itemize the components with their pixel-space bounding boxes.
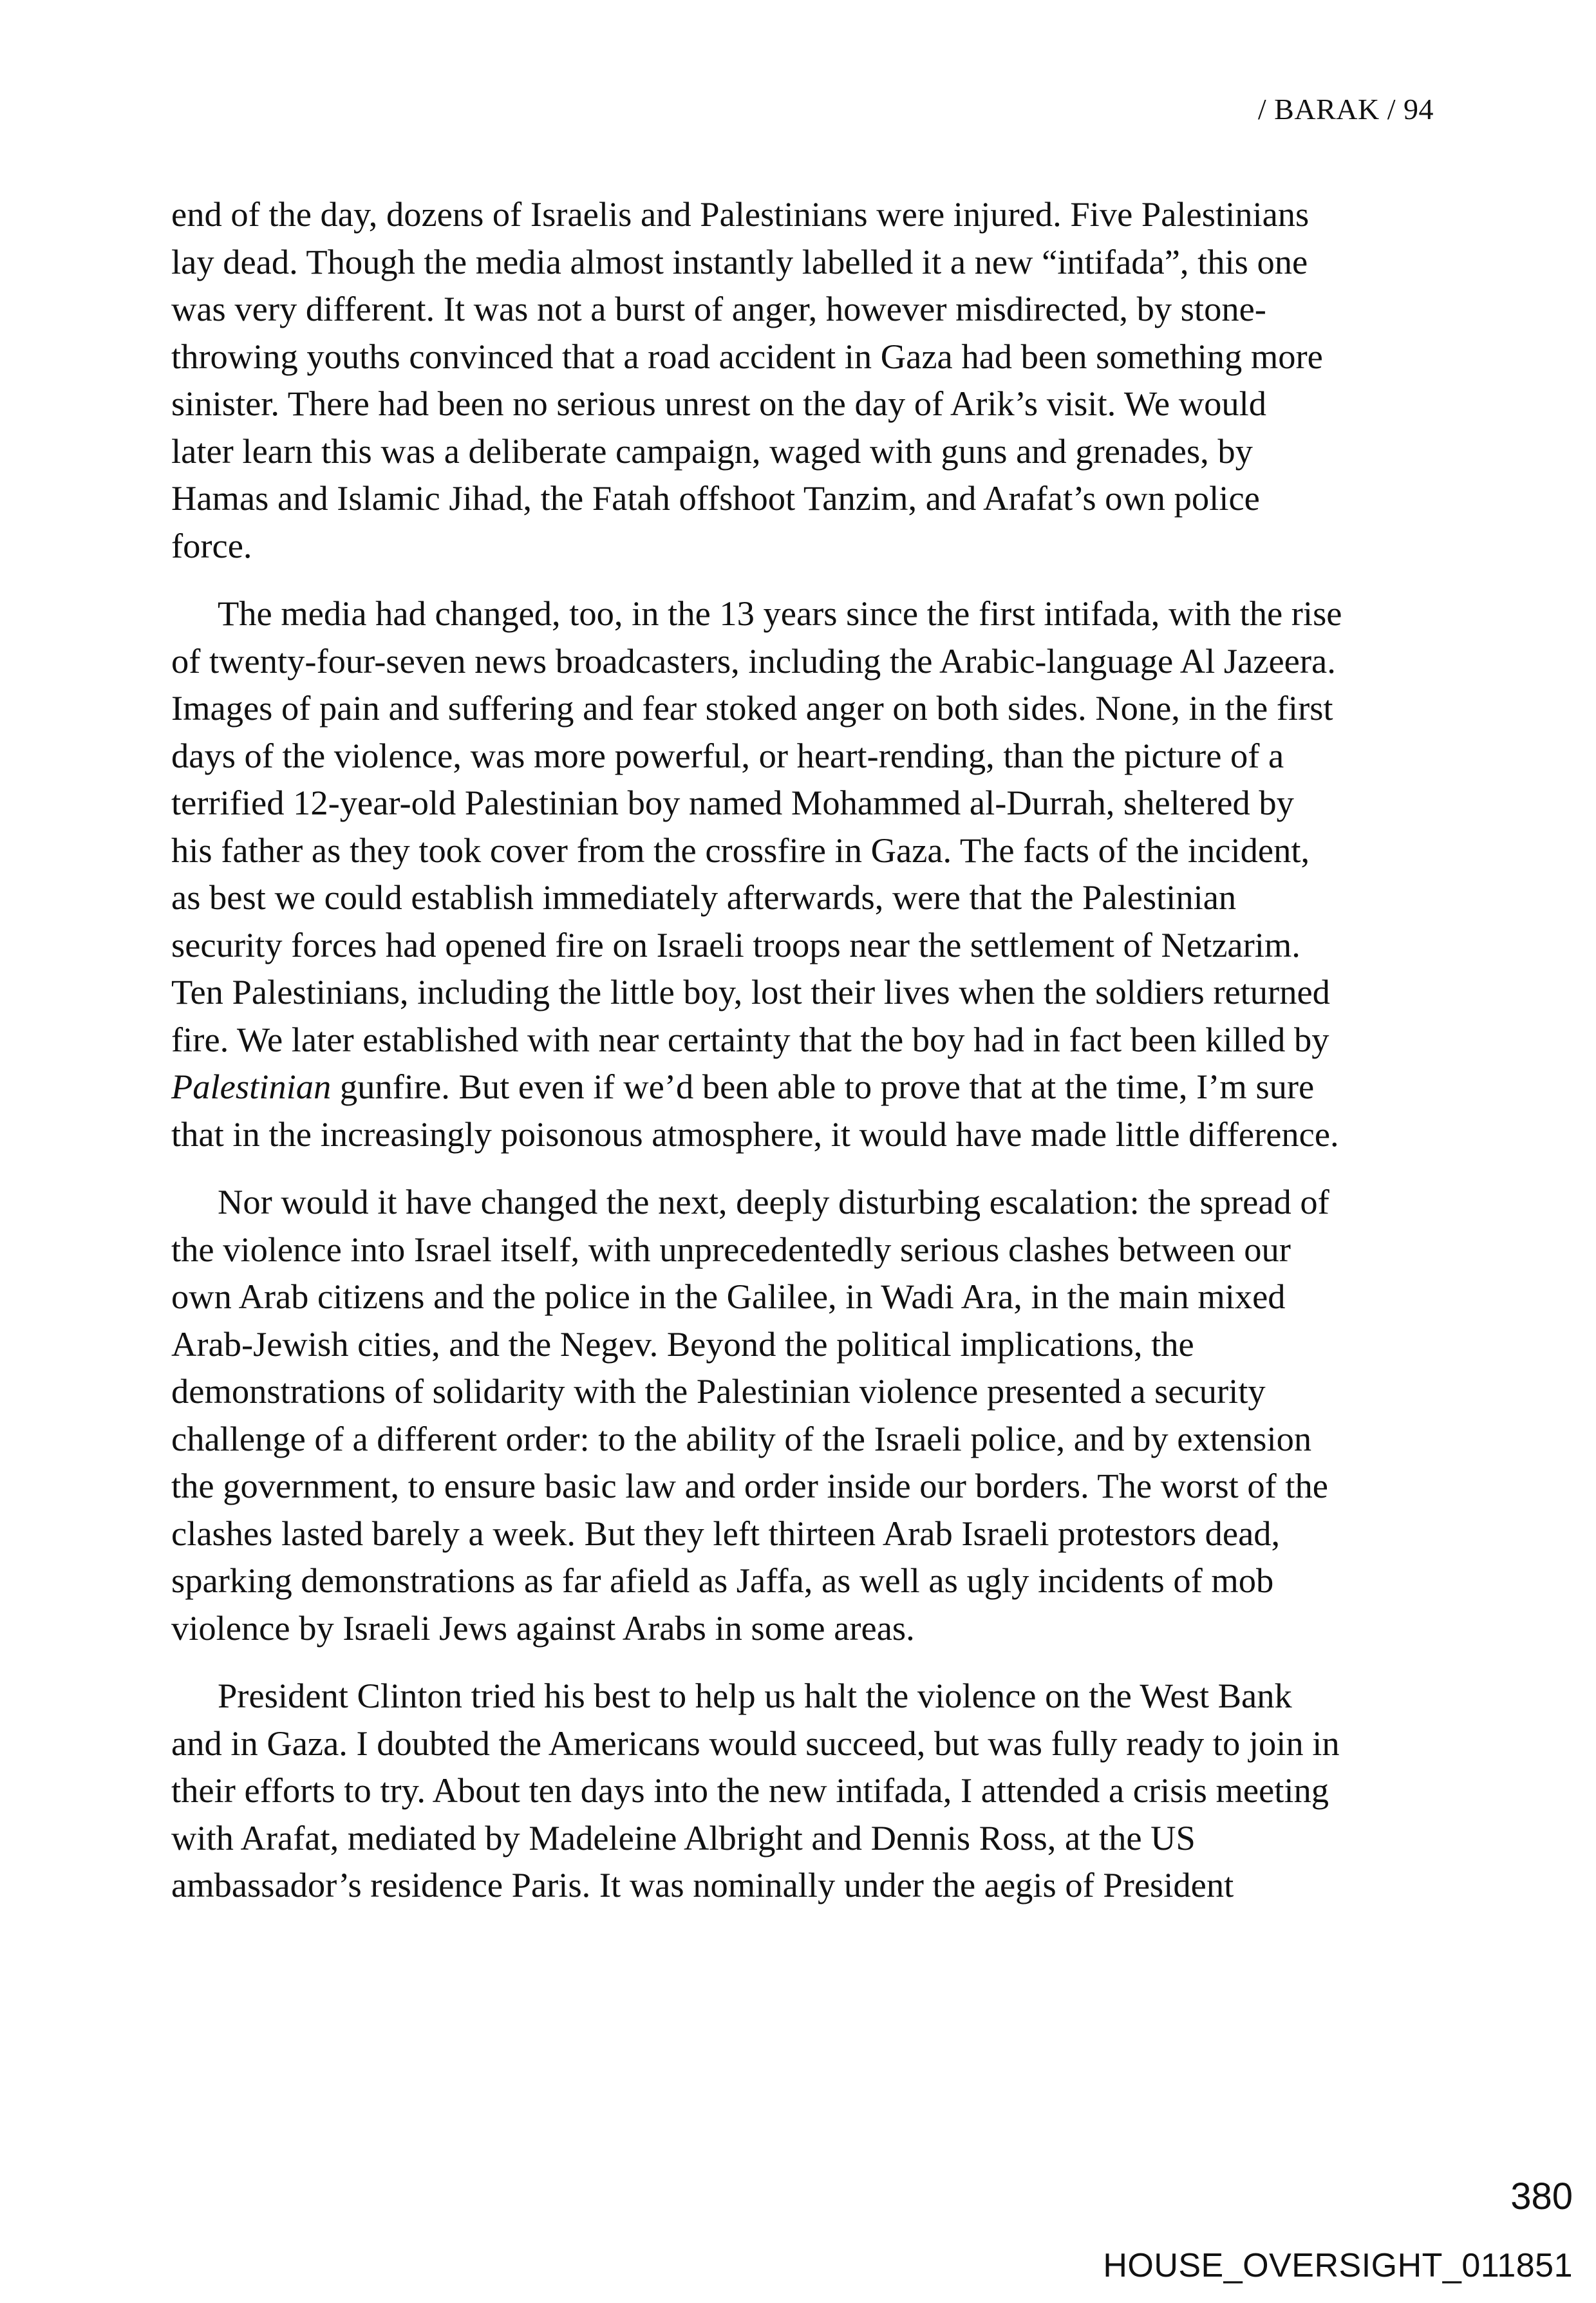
text-line: lay dead. Though the media almost instantly labelled it a new “intifada”, this one (171, 241, 1308, 281)
paragraph (171, 191, 1430, 569)
page-number: 380 (1510, 2176, 1573, 2217)
text-line: challenge of a different order: to the ability of the Israeli police, and by extension (171, 1418, 1312, 1458)
text-line: end of the day, dozens of Israelis and Palestinians were injured. Five Palestinians (171, 194, 1310, 234)
text-line: Arab-Jewish cities, and the Negev. Beyond the political implications, the (171, 1324, 1194, 1364)
text-line: sinister. There had been no serious unrest on the day of Arik’s visit. We would (171, 384, 1266, 423)
text-line: Hamas and Islamic Jihad, the Fatah offshoot Tanzim, and Arafat’s own police (171, 478, 1260, 518)
text-line: of twenty-four-seven news broadcasters, including the Arabic-language Al Jazeera. (171, 641, 1336, 681)
text-line: ambassador’s residence Paris. It was nominally under the aegis of President (171, 1865, 1234, 1904)
italic-word: Palestinian (171, 1067, 332, 1106)
text-line: fire. We later established with near certainty that the boy had in fact been killed by (171, 1019, 1329, 1059)
text-line: the violence into Israel itself, with unprecedentedly serious clashes between our (171, 1229, 1291, 1269)
text-line: Ten Palestinians, including the little boy, lost their lives when the soldiers returned (171, 972, 1330, 1011)
text-line: their efforts to try. About ten days into the new intifada, I attended a crisis meeting (171, 1771, 1329, 1810)
bates-number: HOUSE_OVERSIGHT_011851 (1103, 2247, 1573, 2284)
text-line: security forces had opened fire on Israeli troops near the settlement of Netzarim. (171, 925, 1300, 964)
text-line: demonstrations of solidarity with the Palestinian violence presented a security (171, 1371, 1266, 1411)
text-line: with Arafat, mediated by Madeleine Albright and Dennis Ross, at the US (171, 1818, 1196, 1857)
text-line: force. (171, 525, 252, 565)
text-line: terrified 12-year-old Palestinian boy named Mohammed al-Durrah, sheltered by (171, 783, 1294, 822)
text-line: President Clinton tried his best to help us halt the violence on the West Bank (218, 1676, 1292, 1715)
paragraph (171, 1672, 1430, 1909)
text-line: as best we could establish immediately afterwards, were that the Palestinian (171, 878, 1237, 917)
running-header: / BARAK / 94 (1257, 93, 1434, 126)
text-line: Images of pain and suffering and fear stoked anger on both sides. None, in the first (171, 688, 1333, 728)
line-remainder: gunfire. But even if we’d been able to prove that at the time, I’m sure (331, 1067, 1315, 1106)
text-line: throwing youths convinced that a road accident in Gaza had been something more (171, 336, 1323, 376)
text-line: was very different. It was not a burst of anger, however misdirected, by stone- (171, 289, 1266, 328)
text-line: later learn this was a deliberate campaign, waged with guns and grenades, by (171, 431, 1253, 471)
text-line: that in the increasingly poisonous atmosphere, it would have made little difference. (171, 1114, 1339, 1154)
text-line: own Arab citizens and the police in the Galilee, in Wadi Ara, in the main mixed (171, 1277, 1286, 1316)
text-line: sparking demonstrations as far afield as Jaffa, as well as ugly incidents of mob (171, 1561, 1274, 1600)
text-line: clashes lasted barely a week. But they left thirteen Arab Israeli protestors dead, (171, 1513, 1281, 1553)
text-line: The media had changed, too, in the 13 years since the first intifada, with the rise (218, 594, 1342, 633)
text-line: and in Gaza. I doubted the Americans would succeed, but was fully ready to join in (171, 1723, 1340, 1763)
text-line: his father as they took cover from the crossfire in Gaza. The facts of the incident, (171, 830, 1310, 870)
body-text (171, 191, 1430, 1930)
text-line: days of the violence, was more powerful, or heart-rending, than the picture of a (171, 735, 1284, 775)
text-line: the government, to ensure basic law and order inside our borders. The worst of the (171, 1466, 1328, 1505)
text-line (171, 1063, 1430, 1111)
text-line: violence by Israeli Jews against Arabs in some areas. (171, 1608, 915, 1648)
paragraph (171, 590, 1430, 1158)
paragraph (171, 1178, 1430, 1651)
text-line: Nor would it have changed the next, deeply disturbing escalation: the spread of (218, 1182, 1329, 1221)
